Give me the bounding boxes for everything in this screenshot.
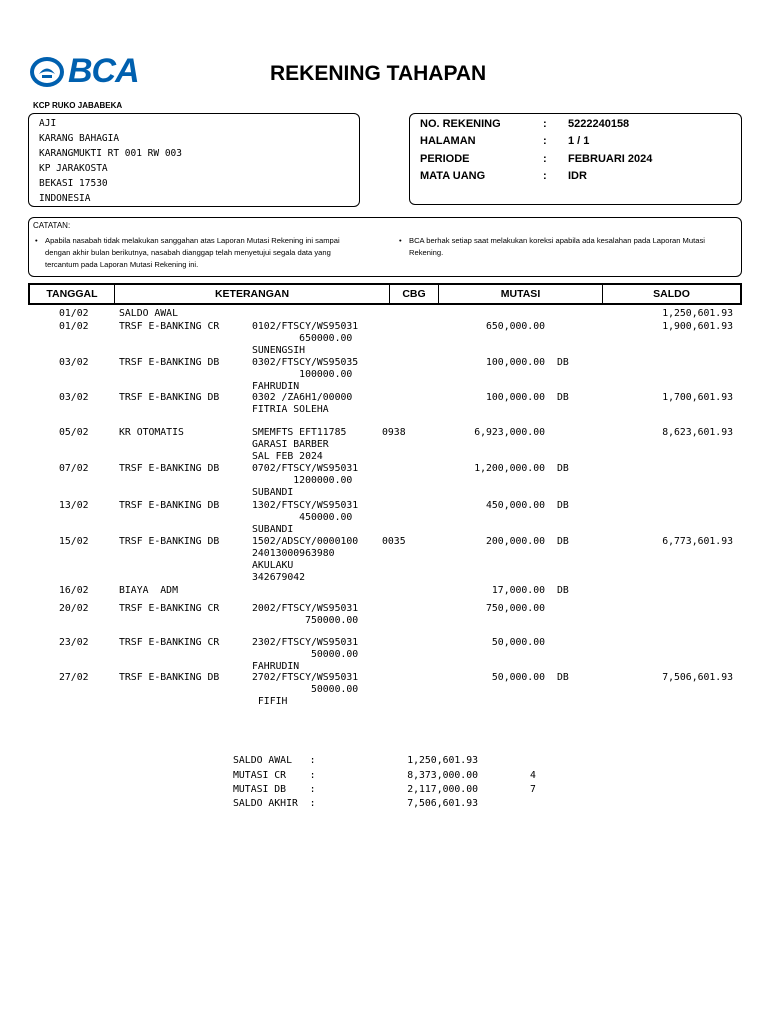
bullet: •	[35, 236, 38, 245]
summary-value: 1,250,601.93	[407, 755, 478, 766]
row-detail: FAHRUDIN	[252, 661, 300, 672]
branch-name: KCP RUKO JABABEKA	[33, 101, 123, 110]
note-line: tercantum pada Laporan Mutasi Rekening ini.	[45, 260, 199, 269]
row-detail: 24013000963980	[252, 548, 335, 559]
row-detail: AKULAKU	[252, 560, 294, 571]
row-detail: 450000.00	[252, 512, 353, 523]
notes-box	[28, 217, 742, 277]
row-description: TRSF E-BANKING DB	[119, 500, 220, 511]
row-detail: 50000.00	[252, 684, 359, 695]
note-line: Apabila nasabah tidak melakukan sanggahan atas Laporan Mutasi Rekening ini sampai	[45, 236, 340, 245]
row-detail: 342679042	[252, 572, 306, 583]
row-amount: 100,000.00	[486, 357, 545, 368]
summary-value: 7,506,601.93	[407, 798, 478, 809]
period-label: PERIODE	[420, 153, 470, 165]
row-detail: SUBANDI	[252, 524, 294, 535]
row-balance: 6,773,601.93	[662, 536, 733, 547]
row-date: 03/02	[59, 357, 89, 368]
bullet: •	[399, 236, 402, 245]
row-amount: 6,923,000.00	[474, 427, 545, 438]
bca-logo-icon	[28, 55, 66, 89]
page-title: REKENING TAHAPAN	[270, 62, 487, 85]
row-balance: 1,250,601.93	[662, 308, 733, 319]
row-detail: GARASI BARBER	[252, 439, 329, 450]
address-line: KARANGMUKTI RT 001 RW 003	[39, 148, 182, 159]
address-line: AJI	[39, 118, 57, 129]
row-detail: 2302/FTSCY/WS95031	[252, 637, 359, 648]
note-line: Rekening.	[409, 248, 444, 257]
row-branch: 0035	[382, 536, 406, 547]
row-detail: 0702/FTSCY/WS95031	[252, 463, 359, 474]
row-detail: 0302/FTSCY/WS95035	[252, 357, 359, 368]
notes-title: CATATAN:	[33, 221, 71, 230]
row-detail: SUNENGSIH	[252, 345, 306, 356]
row-description: TRSF E-BANKING CR	[119, 321, 220, 332]
row-detail: 2702/FTSCY/WS95031	[252, 672, 359, 683]
row-detail: 0102/FTSCY/WS95031	[252, 321, 359, 332]
row-date: 20/02	[59, 603, 89, 614]
row-date: 03/02	[59, 392, 89, 403]
row-amount: 200,000.00	[486, 536, 545, 547]
row-type: DB	[557, 357, 569, 368]
summary-label: SALDO AKHIR :	[233, 798, 316, 809]
row-branch: 0938	[382, 427, 406, 438]
row-detail: FIFIH	[252, 696, 288, 707]
row-description: SALDO AWAL	[119, 308, 178, 319]
row-amount: 50,000.00	[491, 672, 545, 683]
row-date: 01/02	[59, 308, 89, 319]
row-detail: 1200000.00	[252, 475, 353, 486]
row-detail: FAHRUDIN	[252, 381, 300, 392]
page-label: HALAMAN	[420, 135, 476, 147]
header-branch: CBG	[402, 288, 426, 300]
row-balance: 8,623,601.93	[662, 427, 733, 438]
note-line: dengan akhir bulan berikutnya, nasabah dianggap telah menyetujui segala data yang	[45, 248, 331, 257]
row-description: TRSF E-BANKING CR	[119, 603, 220, 614]
row-description: TRSF E-BANKING DB	[119, 463, 220, 474]
summary-label: SALDO AWAL :	[233, 755, 316, 766]
account-info-box	[409, 113, 742, 205]
row-detail: 1502/ADSCY/0000100	[252, 536, 359, 547]
row-detail: 1302/FTSCY/WS95031	[252, 500, 359, 511]
address-line: KP JARAKOSTA	[39, 163, 108, 174]
row-amount: 750,000.00	[486, 603, 545, 614]
row-balance: 1,900,601.93	[662, 321, 733, 332]
header-date: TANGGAL	[46, 288, 98, 300]
row-date: 07/02	[59, 463, 89, 474]
address-line: BEKASI 17530	[39, 178, 108, 189]
row-balance: 7,506,601.93	[662, 672, 733, 683]
note-left	[35, 235, 395, 271]
row-type: DB	[557, 500, 569, 511]
row-date: 16/02	[59, 585, 89, 596]
summary-label: MUTASI CR :	[233, 770, 316, 781]
note-right	[399, 235, 739, 259]
address-box	[28, 113, 360, 207]
bca-logo-text: BCA	[68, 52, 139, 90]
row-detail: FITRIA SOLEHA	[252, 404, 329, 415]
header-balance: SALDO	[653, 288, 690, 300]
account-number-value: 5222240158	[568, 118, 630, 130]
row-description: TRSF E-BANKING DB	[119, 672, 220, 683]
row-description: KR OTOMATIS	[119, 427, 184, 438]
currency-label: MATA UANG	[420, 170, 486, 182]
row-amount: 100,000.00	[486, 392, 545, 403]
row-detail: 50000.00	[252, 649, 359, 660]
row-date: 15/02	[59, 536, 89, 547]
summary-count: 7	[530, 784, 536, 795]
row-detail: SMEMFTS EFT11785	[252, 427, 347, 438]
row-detail: 650000.00	[252, 333, 353, 344]
summary-count: 4	[530, 770, 536, 781]
summary-label: MUTASI DB :	[233, 784, 316, 795]
row-date: 13/02	[59, 500, 89, 511]
row-detail: SAL FEB 2024	[252, 451, 323, 462]
row-detail: 0302 /ZA6H1/00000	[252, 392, 353, 403]
row-detail: 2002/FTSCY/WS95031	[252, 603, 359, 614]
table-header	[28, 283, 742, 305]
row-amount: 50,000.00	[491, 637, 545, 648]
row-description: TRSF E-BANKING DB	[119, 536, 220, 547]
row-type: DB	[557, 392, 569, 403]
address-line: KARANG BAHAGIA	[39, 133, 120, 144]
row-detail: 100000.00	[252, 369, 353, 380]
row-detail: SUBANDI	[252, 487, 294, 498]
row-type: DB	[557, 672, 569, 683]
currency-value: IDR	[568, 170, 587, 182]
row-balance: 1,700,601.93	[662, 392, 733, 403]
row-amount: 17,000.00	[491, 585, 545, 596]
row-type: DB	[557, 463, 569, 474]
row-description: TRSF E-BANKING DB	[119, 392, 220, 403]
row-detail: 750000.00	[252, 615, 359, 626]
colon: :	[543, 153, 547, 165]
address-line: INDONESIA	[39, 193, 91, 204]
account-number-label: NO. REKENING	[420, 118, 501, 130]
row-description: TRSF E-BANKING DB	[119, 357, 220, 368]
row-date: 01/02	[59, 321, 89, 332]
row-description: TRSF E-BANKING CR	[119, 637, 220, 648]
row-type: DB	[557, 585, 569, 596]
row-amount: 450,000.00	[486, 500, 545, 511]
row-amount: 1,200,000.00	[474, 463, 545, 474]
summary-value: 8,373,000.00	[407, 770, 478, 781]
row-date: 23/02	[59, 637, 89, 648]
header-mutation: MUTASI	[500, 288, 541, 300]
colon: :	[543, 170, 547, 182]
colon: :	[543, 118, 547, 130]
row-type: DB	[557, 536, 569, 547]
row-description: BIAYA ADM	[119, 585, 178, 596]
note-line: BCA berhak setiap saat melakukan koreksi apabila ada kesalahan pada Laporan Mutasi	[409, 236, 705, 245]
row-amount: 650,000.00	[486, 321, 545, 332]
colon: :	[543, 135, 547, 147]
header-description: KETERANGAN	[214, 288, 290, 300]
period-value: FEBRUARI 2024	[568, 153, 653, 165]
row-date: 27/02	[59, 672, 89, 683]
page-value: 1 / 1	[568, 135, 590, 147]
summary-value: 2,117,000.00	[407, 784, 478, 795]
row-date: 05/02	[59, 427, 89, 438]
